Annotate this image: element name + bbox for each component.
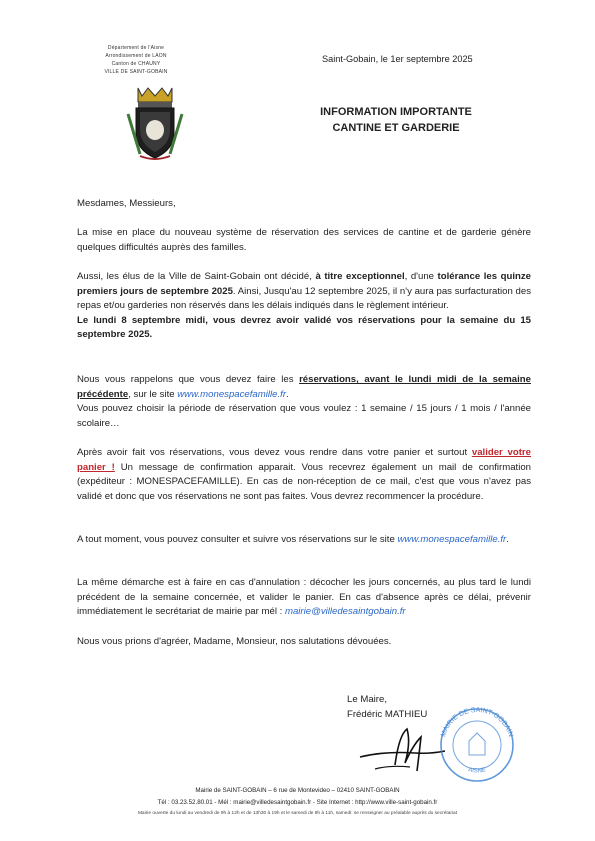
paragraph-6 — [77, 576, 531, 620]
p3-reservation-deadline: réservations, avant le lundi midi de la semaine précédente — [77, 374, 531, 400]
header-line-canton: Canton de CHAUNY — [111, 61, 161, 67]
header-line-dept: Département de l'Aisne — [107, 45, 165, 51]
greeting: Mesdames, Messieurs, — [77, 198, 176, 209]
paragraph-2 — [77, 270, 531, 343]
signer-role: Le Maire, — [347, 694, 387, 705]
p2-exceptional: à titre exceptionnel — [315, 271, 405, 282]
stamp-top-text: MAIRIE DE SAINT-GOBAIN — [440, 706, 514, 738]
p3-text-a: Nous vous rappelons que vous devez faire les — [77, 374, 300, 385]
p2-tolerance: tolérance les quinze premiers jours de septembre 2025 — [77, 271, 531, 297]
paragraph-4 — [77, 446, 531, 504]
signer-name: Frédéric MATHIEU — [347, 708, 428, 720]
p5-text-b: . — [506, 534, 509, 545]
paragraph-1: La mise en place du nouveau système de réservation des services de cantine et de garderie génère quelques difficultés auprès des familles. — [77, 227, 531, 253]
administrative-header — [78, 44, 194, 76]
footer-contact: Tél : 03.23.52.80.01 - Mél : mairie@villedesaintgobain.fr - Site Internet : http://www.ville-saint-gobain.fr — [157, 799, 438, 806]
town-crest-logo — [126, 84, 184, 162]
p4-text-b: Un message de confirmation apparait. Vous recevrez également un mail de confirmation (expéditeur : MONESPACEFAMILLE). En cas de non-réception de ce mail, c'est que vous n'avez pas validé et donc que vos réservations ne sont pas faites. Vous devrez recommencer la procédure. — [77, 461, 531, 502]
p5-text-a: A tout moment, vous pouvez consulter et suivre vos réservations sur le site — [77, 534, 398, 545]
letter-title — [296, 104, 496, 136]
title-line-2: CANTINE ET GARDERIE — [332, 122, 460, 134]
town-hall-stamp — [432, 703, 522, 783]
stamp-bottom-text: AISNE — [467, 767, 487, 775]
paragraph-3 — [77, 373, 531, 431]
validate-basket-warning: valider votre panier ! — [77, 447, 531, 473]
svg-text:AISNE — [468, 767, 487, 774]
footer-address: Mairie de SAINT-GOBAIN – 6 rue de Montevideo – 02410 SAINT-GOBAIN — [195, 787, 400, 794]
p2-deadline: Le lundi 8 septembre midi, vous devrez avoir validé vos réservations pour la semaine du 15 septembre 2025. — [77, 314, 531, 341]
p3-text-d: . — [286, 388, 289, 400]
monespacefamille-link-2[interactable]: www.monespacefamille.fr — [397, 534, 507, 545]
letter-date: Saint-Gobain, le 1er septembre 2025 — [322, 54, 473, 64]
p3-period-choice: Vous pouvez choisir la période de réservation que vous voulez : 1 semaine / 15 jours / 1 mois / l'année scolaire… — [77, 403, 531, 429]
p6-text-a: La même démarche est à faire en cas d'annulation : décocher les jours concernés, au plus tard le lundi précédent de la semaine concernée, et valider le panier. En cas d'absence après ce délai, prévenir immédiatement le secrétariat de mairie par mél : — [77, 577, 531, 618]
p3-text-c: , sur le site — [128, 388, 178, 400]
paragraph-5 — [77, 533, 531, 548]
p2-text-a: Aussi, les élus de la Ville de Saint-Gobain ont décidé, — [77, 271, 316, 282]
footer-hours: Mairie ouverte du lundi au vendredi de 9h à 12h et de 13h30 à 19h et le samedi de 9h à 11h, samedi: se renseigner au préalable auprès du secrétariat — [137, 811, 458, 816]
mairie-email-link[interactable]: mairie@villedesaintgobain.fr — [284, 606, 406, 618]
p2-text-c: , d'une — [404, 271, 438, 282]
header-line-arr: Arrondissement de LAON — [105, 53, 167, 59]
p2-text-e: . Ainsi, Jusqu'au 12 septembre 2025, il n'y aura pas surfacturation des repas et/ou garderies non réservés dans les délais indiqués dans le règlement intérieur. — [77, 285, 531, 312]
header-line-town: VILLE DE SAINT-GOBAIN — [104, 69, 168, 75]
paragraph-7: Nous vous prions d'agréer, Madame, Monsieur, nos salutations dévouées. — [77, 636, 392, 647]
monespacefamille-link[interactable]: www.monespacefamille.fr — [177, 388, 287, 400]
p4-text-a: Après avoir fait vos réservations, vous devez vous rendre dans votre panier et surtout — [77, 447, 472, 458]
title-line-1: INFORMATION IMPORTANTE — [320, 106, 472, 118]
